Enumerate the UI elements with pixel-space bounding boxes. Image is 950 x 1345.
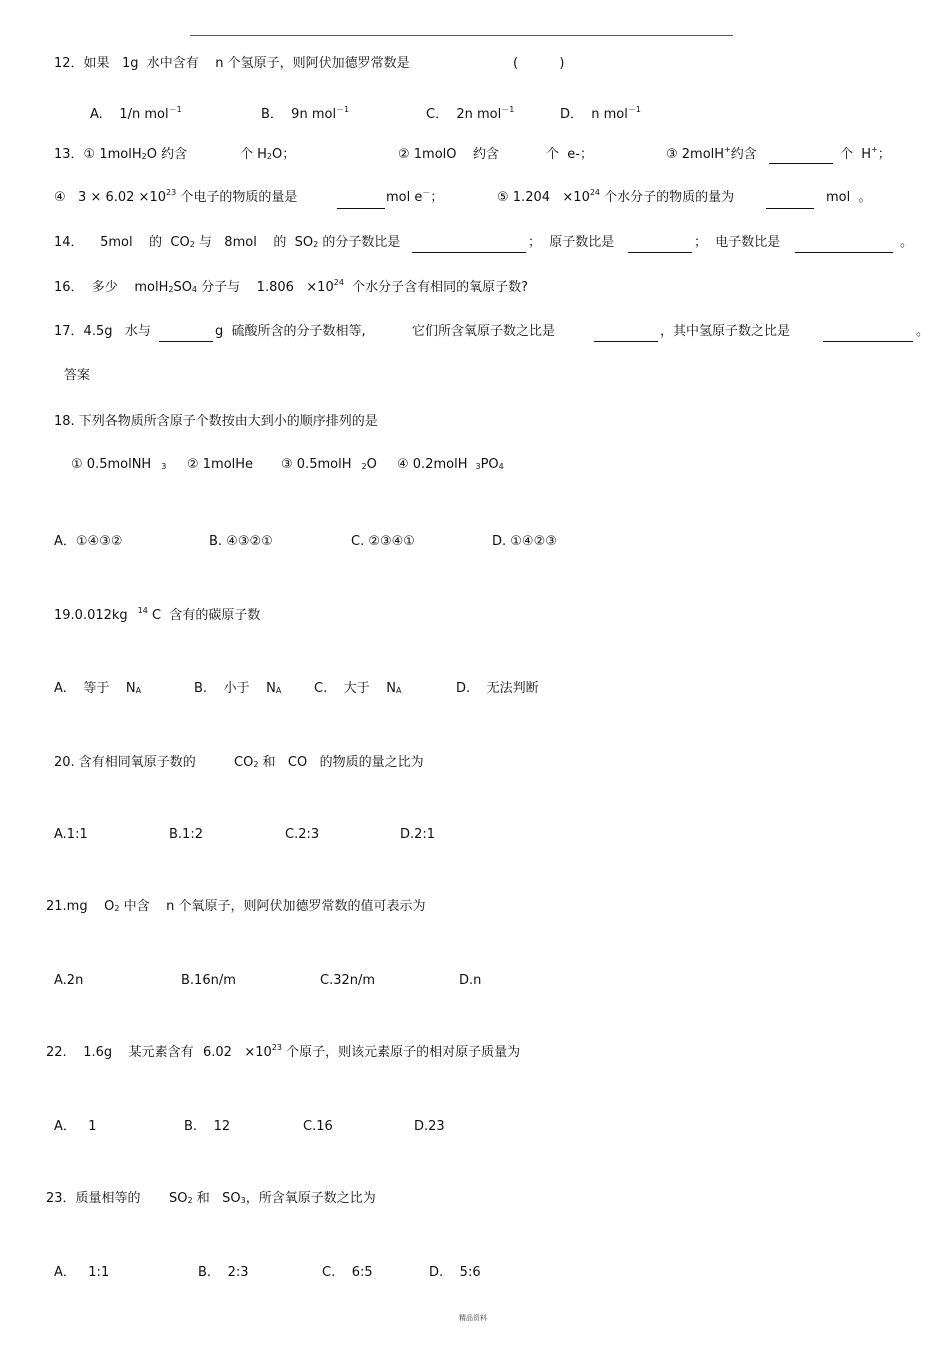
q20-stem: 20. 含有相同氧原子数的	[54, 755, 196, 770]
q12-option-d: D． n mol$^{-1}$	[560, 105, 641, 122]
q17-stem: 17．4.5g 水与	[54, 324, 151, 339]
q20-option-c: C.2:3	[285, 827, 320, 842]
q13-blank-3[interactable]	[769, 151, 833, 164]
q18-item-2: ② 1molHe	[187, 457, 254, 472]
q12-option-c: C． 2n mol$^{-1}$	[426, 105, 515, 122]
q18-option-d: D. ①④②③	[492, 534, 557, 549]
q17-blank-mass[interactable]	[159, 329, 213, 342]
q12-option-a: A. 1/n mol$^{-1}$	[90, 105, 182, 122]
q13-part2: ② 1molO 约含	[398, 147, 500, 162]
q13-part1-tail: 个 $H_2O$；	[240, 147, 296, 162]
q19-option-b: B. 小于 $N_A$	[194, 681, 282, 696]
q14-blank-electron-ratio[interactable]	[795, 240, 893, 253]
q19-option-a: A. 等于 $N_A$	[54, 681, 142, 696]
q13-blank-5[interactable]	[766, 196, 814, 209]
q12-option-b: B． 9n mol$^{-1}$	[261, 105, 350, 122]
q21-option-c: C.32n/m	[320, 973, 376, 988]
q17-part4: ，其中氢原子数之比是	[660, 324, 791, 339]
q22-stem-number: $6.02 \times 10^{23}$ 个原子，则该元素原子的相对原子质量为	[203, 1043, 521, 1060]
q17-end: 。	[916, 324, 930, 339]
q13-part2-tail: 个 e-；	[546, 147, 593, 162]
q18-item-1: ① 0.5molNH $_3$	[71, 457, 167, 472]
q21-option-a: A.2n	[54, 973, 84, 988]
q20-option-d: D.2:1	[400, 827, 436, 842]
q13-part5-unit: mol 。	[826, 190, 872, 205]
header-rule	[190, 35, 733, 36]
q12-answer-paren: ( )	[513, 56, 565, 71]
q18-item-4: ④ 0.2molH $_3PO_4$	[397, 457, 504, 472]
q13-part1: 13．① 1molH$_2$O 约含	[54, 147, 188, 162]
q13-part3-tail: 个 H+；	[840, 145, 891, 162]
q19-option-c: C. 大于 $N_A$	[314, 681, 402, 696]
q17-blank-oxygen-ratio[interactable]	[594, 329, 658, 342]
q20-option-a: A.1:1	[54, 827, 88, 842]
q13-part4: ④ $3 \times 6.02 \times 10^{23}$ 个电子的物质的量是	[54, 188, 298, 205]
q23-option-d: D. 5:6	[429, 1265, 481, 1280]
q22-option-b: B. 12	[184, 1119, 231, 1134]
q13-part4-unit: mol e－；	[386, 188, 444, 205]
q13-part3: ③ 2molH+约含	[666, 145, 757, 162]
q14-blank-atom-ratio[interactable]	[628, 240, 692, 253]
q14-end: 。	[900, 235, 914, 250]
q20-stem-formula: $CO_2$ 和 CO 的物质的量之比为	[234, 755, 424, 770]
q23-option-a: A． 1:1	[54, 1265, 110, 1280]
q13-part5: ⑤ $1.204 \times 10^{24}$ 个水分子的物质的量为	[497, 188, 735, 205]
q18-option-c: C. ②③④①	[351, 534, 415, 549]
q22-option-a: A． 1	[54, 1119, 97, 1134]
q23-option-b: B. 2:3	[198, 1265, 249, 1280]
q14-stem: 14． 5mol 的 $CO_2$ 与 8mol 的 $SO_2$ 的分子数比是	[54, 235, 401, 250]
q23-option-c: C. 6:5	[322, 1265, 373, 1280]
q14-blank-molecule-ratio[interactable]	[412, 240, 526, 253]
q22-stem: 22. 1.6g 某元素含有	[46, 1045, 194, 1060]
q17-part3: 它们所含氧原子数之比是	[412, 324, 556, 339]
q20-option-b: B.1:2	[169, 827, 203, 842]
q21-option-d: D.n	[459, 973, 482, 988]
q16-stem: 16． 多少 $molH_2SO_4$ 分子与 $1.806 \times 10^{24}$ 个水分子含有相同的氧原子数?	[54, 278, 529, 295]
q23-stem-formula: $SO_2$ 和 $SO_3$，所含氧原子数之比为	[169, 1191, 376, 1206]
q23-stem: 23．质量相等的	[46, 1191, 141, 1206]
q18-item-3: ③ 0.5molH $_2$O	[281, 457, 377, 472]
q19-option-d: D. 无法判断	[456, 681, 539, 696]
q19-stem: 19.0.012kg $^{14}$ C 含有的碳原子数	[54, 606, 261, 623]
q22-option-c: C.16	[303, 1119, 333, 1134]
q13-blank-4[interactable]	[337, 196, 385, 209]
q14-atom-ratio-label: ； 原子数比是	[528, 235, 615, 250]
q21-option-b: B.16n/m	[181, 973, 236, 988]
q22-option-d: D.23	[414, 1119, 445, 1134]
q18-option-a: A．①④③②	[54, 534, 123, 549]
q17-part2: g 硫酸所含的分子数相等,	[215, 324, 366, 339]
page-footer: 精品资料	[459, 1314, 487, 1322]
q14-electron-ratio-label: ； 电子数比是	[694, 235, 781, 250]
q18-stem: 18. 下列各物质所含原子个数按由大到小的顺序排列的是	[54, 414, 378, 429]
q21-stem: 21.mg $O_2$ 中含 n 个氧原子，则阿伏加德罗常数的值可表示为	[46, 899, 426, 914]
q17-blank-hydrogen-ratio[interactable]	[823, 329, 913, 342]
q18-option-b: B. ④③②①	[209, 534, 273, 549]
answer-label: 答案	[64, 368, 91, 383]
q12-stem: 12．如果 1g 水中含有 n 个氢原子，则阿伏加德罗常数是	[54, 56, 410, 71]
